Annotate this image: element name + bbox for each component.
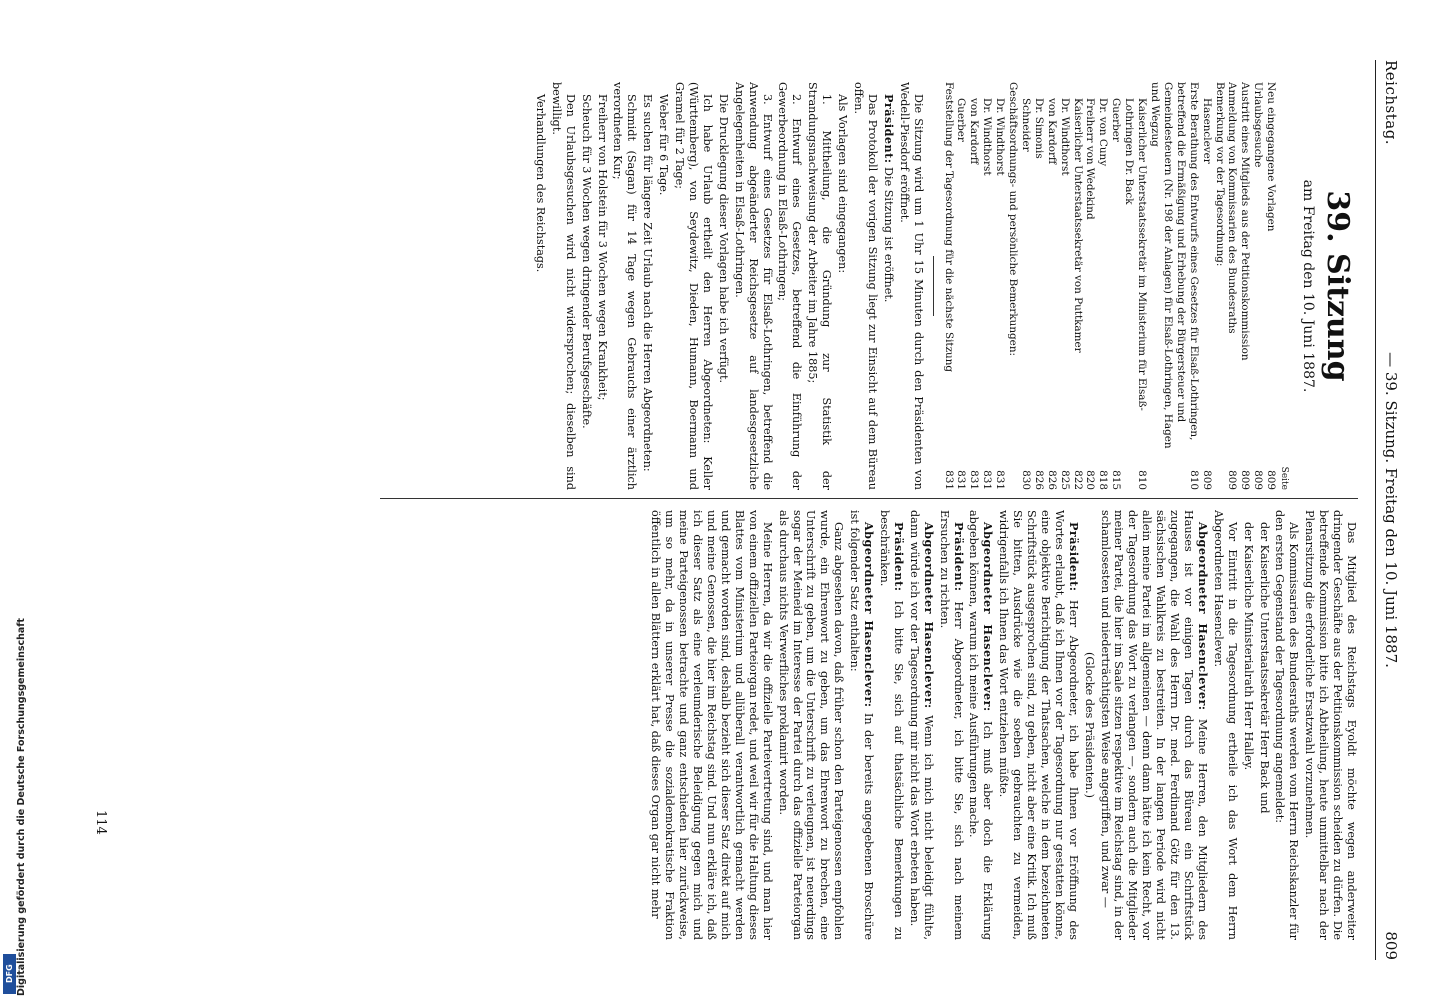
- toc-entry-page: 831: [981, 470, 994, 490]
- toc-entry-page: 820: [1084, 470, 1097, 490]
- paragraph-text: Verhandlungen des Reichstags.: [533, 94, 547, 273]
- toc-entry-page: 815: [1110, 470, 1123, 490]
- toc-row: [1084, 82, 1097, 490]
- toc-entry-page: 818: [1097, 470, 1110, 490]
- paragraph-text: Als Vorlagen sind eingegangen:: [836, 94, 850, 274]
- toc-row: [1032, 82, 1045, 490]
- body-paragraph: [937, 510, 965, 940]
- paragraph-text: In der bereits angegebenen Broschüre ist folgender Satz enthalten:: [848, 510, 876, 941]
- paragraph-text: Den Urlaubsgesuchen wird nicht widersprochen; dieselben sind bewilligt.: [549, 82, 577, 490]
- paragraph-text: (Glocke des Präsidenten.): [1082, 651, 1096, 798]
- toc-row: [942, 82, 955, 490]
- body-paragraph: [611, 82, 639, 490]
- toc-row: [955, 82, 968, 490]
- toc-entry-page: 831: [968, 470, 981, 490]
- speaker-label: Präsident:: [1066, 522, 1081, 592]
- toc-seite-label: Seite: [1279, 466, 1290, 490]
- speaker-label: Abgeordneter Hasenclever:: [921, 522, 936, 709]
- right-column: [647, 510, 1358, 940]
- body-paragraph: [549, 82, 577, 490]
- paragraph-text: Schmidt (Sagan) für 14 Tage wegen Gebrauchs einer ärztlich verordneten Kur;: [611, 82, 639, 490]
- body-paragraph: [805, 82, 833, 490]
- body-paragraph: [1257, 510, 1271, 940]
- toc-entry-page: 831: [942, 470, 955, 490]
- toc-row: [1071, 82, 1084, 490]
- paragraph-text: Das Mitglied des Reichstags Eyoldt möchte wegen anderweiter dringender Geschäfte aus der Petitionskommission scheiden zu dürfen. Die betreffende Kommission bitte ich Abtheilung, heute unmittelbar nach der Plenarsitzung die erforderliche Ersatzwahl vorzunehmen.: [1303, 510, 1358, 940]
- toc-row: [967, 82, 980, 490]
- speaker-label: Abgeordneter Hasenclever:: [981, 522, 996, 712]
- paragraph-text: Ich muß aber doch die Erklärung abgeben können, warum ich meine Ausführungen mache.: [967, 510, 995, 941]
- table-of-contents: [942, 82, 1290, 490]
- body-paragraph: [835, 82, 849, 490]
- toc-entry-text: Guerber: [955, 98, 968, 142]
- toc-entry-text: Dr. Windthorst: [1058, 98, 1071, 176]
- toc-entry-page: 830: [1019, 470, 1032, 490]
- session-date: am Freitag den 10. Juni 1887.: [1300, 179, 1316, 393]
- paragraph-text: Ich habe Urlaub ertheilt den Herren Abgeordneten: Keller (Württemberg), von Seydewitz, Dieden, Humann, Boermann und Gramel für 2 Tage;: [673, 82, 714, 490]
- body-paragraph: [967, 510, 995, 940]
- running-header: [1375, 60, 1402, 960]
- toc-row: [1058, 82, 1071, 490]
- body-paragraph: [533, 82, 547, 490]
- toc-entry-text: Kaiserlicher Unterstaatssekretär im Ministerium für Elsaß-Lothringen Dr. Back: [1123, 98, 1149, 411]
- toc-row: [1238, 82, 1251, 490]
- toc-entry-page: 822: [1071, 470, 1084, 490]
- toc-entry-text: Erste Berathung des Entwurfs eines Gesetzes für Elsaß-Lothringen, betreffend die Ermäßigung und Erhebung der Bürgersteuer und Gemeindesteuern (Nr. 198 der Anlagen) für Elsaß-Lothringen, Hagen und Wegzug: [1149, 82, 1200, 449]
- toc-entry-page: 826: [1032, 470, 1045, 490]
- body-paragraph: [595, 82, 609, 490]
- toc-entry-page: 831: [955, 470, 968, 490]
- toc-entry-page: 825: [1058, 470, 1071, 490]
- paragraph-text: Vor Eintritt in die Tagesordnung ertheile ich das Wort dem Herrn Abgeordneten Hasenclever.: [1211, 510, 1239, 940]
- paragraph-text: Herr Abgeordneter, ich habe Ihnen vor Eröffnung des Wortes erlaubt, daß ich Ihnen vor der Tagesordnung nur gestatten könne, eine objektive Berichtigung der Thatsachen, welche in dem bezeichneten Schriftstück ausgesprochen sind, zu geben, nicht aber eine Kritik. Ich muß Sie bitten, Ausdrücke wie die soeben gebrauchten zu vermeiden, widrigenfalls ich Ihnen das Wort entziehen müßte.: [997, 510, 1080, 940]
- paragraph-text: Meine Herren, den Mitgliedern des Hauses ist vor einigen Tagen durch das Büreau ein Schriftstück zugegangen, die Wahl des Herrn Dr. med. Ferdinand Götz für den 13. sächsischen Wahlkreis zu bestreiten. In der langen Periode wird nicht allein meine Partei im allgemeinen — denn dann hätte ich kein Recht, vor der Tagesordnung das Wort zu verlangen —, sondern auch die Mitglieder meiner Partei, die hier im Saale sitzen respektive im Reichstag sind, in der schamlosesten und niederträchtigsten Weise angegriffen, und zwar —: [1098, 510, 1209, 940]
- session-title: 39. Sitzung: [1320, 190, 1355, 382]
- toc-row: [1200, 82, 1213, 490]
- speaker-label: Präsident:: [951, 522, 966, 592]
- toc-entry-page: 826: [1045, 470, 1058, 490]
- toc-entry-page: 831: [994, 470, 1007, 490]
- toc-entry-page: 810: [1187, 470, 1200, 490]
- toc-row: [1109, 82, 1122, 490]
- body-paragraph: [1211, 510, 1239, 940]
- speaker-label: Präsident:: [891, 522, 906, 592]
- body-paragraph: [732, 82, 774, 490]
- body-paragraph: [656, 82, 670, 490]
- paragraph-text: Herr Abgeordneter, ich bitte Sie, sich nach meinem Ersuchen zu richten.: [937, 510, 965, 940]
- header-page-number: 809: [1382, 931, 1400, 960]
- speaker-label: Abgeordneter Hasenclever:: [1195, 522, 1210, 711]
- toc-entry-text: Dr. Windthorst: [994, 98, 1007, 176]
- toc-entry-text: Geschäftsordnungs- und persönliche Bemerkungen:: [1007, 82, 1020, 357]
- toc-entry-text: Anmeldung von Kommissarien des Bundesraths: [1226, 82, 1239, 334]
- body-paragraph: [716, 82, 730, 490]
- paragraph-text: Die Sitzung ist eröffnet.: [881, 167, 895, 303]
- body-paragraph: [1241, 510, 1255, 940]
- toc-row: [1226, 82, 1239, 490]
- toc-row: [1019, 82, 1032, 490]
- toc-entry-text: Freiherr von Wedekind: [1084, 98, 1097, 220]
- toc-entry-page: 809: [1239, 470, 1252, 490]
- paragraph-text: 1. Mittheilung, die Gründung zur Statistik der Strandungsnachweisung der Arbeiter im Jahre 1885;: [806, 82, 834, 490]
- paragraph-text: Scheuch für 3 Wochen wegen dringender Berufsgeschäfte.: [579, 94, 593, 429]
- toc-entry-text: Urlaubsgesuche: [1252, 82, 1265, 168]
- paragraph-text: Wenn ich mich nicht beleidigt fühlte, dann würde ich vor der Tagesordnung mir nicht das Wort erbeten haben.: [907, 510, 935, 941]
- toc-row: [1097, 82, 1110, 490]
- body-paragraph: [897, 82, 925, 490]
- paragraph-text: Weber für 6 Tage.: [657, 94, 671, 196]
- toc-row: [1213, 82, 1226, 490]
- toc-entry-page: 809: [1200, 470, 1213, 490]
- paragraph-text: Freiherr von Holstein für 3 Wochen wegen Krankheit;: [595, 94, 609, 401]
- dfg-logo: DFG: [3, 954, 16, 994]
- body-paragraph: [996, 510, 1079, 940]
- toc-entry-text: Feststellung der Tagesordnung für die nächste Sitzung: [942, 82, 955, 373]
- header-center: — 39. Sitzung. Freitag den 10. Juni 1887.: [1382, 352, 1400, 668]
- body-paragraph: [1273, 510, 1301, 940]
- body-paragraph: [877, 510, 905, 940]
- toc-entry-page: 809: [1252, 470, 1265, 490]
- toc-entry-text: Guerber: [1110, 98, 1123, 142]
- paragraph-text: 3. Entwurf eines Gesetzes für Elsaß-Lothringen, betreffend die Anwendung abgeänderter Reichsgesetze auf landesgesetzliche Angelegenheiten in Elsaß-Lothringen.: [732, 82, 774, 490]
- body-paragraph: [881, 82, 895, 490]
- paragraph-text: Das Protokoll der vorigen Sitzung liegt zur Einsicht auf dem Büreau offen.: [852, 82, 879, 490]
- body-paragraph: [907, 510, 935, 940]
- column-divider: [380, 498, 1358, 499]
- toc-entry-text: Dr. von Cuny: [1097, 98, 1110, 167]
- paragraph-text: Die Sitzung wird um 1 Uhr 15 Minuten durch den Präsidenten von Wedell-Piesdorf eröffnet.: [897, 82, 925, 490]
- header-left: Reichstag.: [1382, 60, 1400, 146]
- toc-row: [1251, 82, 1264, 490]
- toc-row: [1006, 82, 1019, 490]
- notice-text: Digitalisierung gefördert durch die Deutsche Forschungsgemeinschaft: [16, 618, 27, 996]
- paragraph-text: der Kaiserliche Ministerialrath Herr Halley.: [1241, 522, 1255, 771]
- paragraph-text: der Kaiserliche Unterstaatssekretär Herr Back und: [1257, 522, 1271, 814]
- paragraph-text: Ganz abgesehen davon, daß früher schon den Parteigenossen empfohlen wurde, ein Ehrenwort zu geben, um das Ehrenwort zu brechen, eine Unterschrift zu geben, um die Unterschrift zu verleugnen, ist neuerdings sogar der Meineid im Interesse der Partei durch das offizielle Parteiorgan als durchaus nichts Verwerfliches proklamirt worden.: [776, 510, 846, 940]
- toc-entry-text: von Kardorff: [968, 98, 981, 165]
- toc-entry-text: Dr. Simonis: [1032, 98, 1045, 159]
- body-paragraph: [1098, 510, 1209, 940]
- body-paragraph: [847, 510, 875, 940]
- body-paragraph: [640, 82, 654, 490]
- body-paragraph: [1082, 510, 1096, 940]
- toc-entry-text: Austritt eines Mitglieds aus der Petitionskommission: [1239, 82, 1252, 361]
- paragraph-text: Es suchen für längere Zeit Urlaub nach die Herren Abgeordneten:: [641, 94, 655, 472]
- toc-entry-page: 810: [1136, 470, 1149, 490]
- toc-entry-page: [1213, 462, 1226, 490]
- toc-row: [1148, 82, 1200, 490]
- speaker-label: Abgeordneter Hasenclever:: [862, 522, 877, 708]
- paragraph-text: Meine Herren, da wir die offizielle Parteivertretung sind, und man hier von einem offiziellen Parteiorgan redet, und weil wir für die Haltung dieses Blattes vom Ministerium und allüberall verantwortlich gemacht werden und gemacht worden sind, deshalb bezieht sich dieser Satz direkt auf mich und meine Genossen, die hier im Reichstag sind. Und nun erkläre ich, daß ich dieser Satz als eine verleumderische Beleidigung gegen mich und meine Parteigenossen betrachte und ganz entschieden hier zurückweise, um so mehr, da in unserer Presse die sozialdemokratische Fraktion öffentlich in allen Blättern erklärt hat, daß dieses Organ gar nicht mehr: [649, 510, 774, 940]
- paragraph-text: Ich bitte Sie, sich auf thatsächliche Bemerkungen zu beschränken.: [878, 510, 905, 940]
- toc-row: [1045, 82, 1058, 490]
- body-paragraph: [776, 82, 804, 490]
- toc-entry-text: Hasenclever: [1200, 98, 1213, 164]
- toc-row: [993, 82, 1006, 490]
- toc-entry-page: 809: [1226, 470, 1239, 490]
- body-paragraph: [851, 82, 879, 490]
- paragraph-text: Die Drucklegung dieser Vorlagen habe ich verfügt.: [716, 94, 730, 384]
- toc-entry-text: Schneider: [1019, 98, 1032, 152]
- toc-entry-text: Kaiserlicher Unterstaatssekretär von Puttkamer: [1071, 98, 1084, 353]
- section-divider: [933, 256, 934, 316]
- toc-entry-text: von Kardorff: [1045, 98, 1058, 165]
- toc-entry-text: Bemerkung vor der Tagesordnung:: [1213, 82, 1226, 267]
- body-paragraph: [649, 510, 774, 940]
- body-paragraph: [579, 82, 593, 490]
- toc-entry-page: [1006, 462, 1019, 490]
- toc-entry-text: Neu eingegangene Vorlagen: [1265, 82, 1278, 232]
- body-paragraph: [672, 82, 714, 490]
- left-body-text: [533, 82, 925, 490]
- toc-row: [1122, 82, 1148, 490]
- paragraph-text: Als Kommissarien des Bundesraths werden vom Herrn Reichskanzler für den ersten Gegenstand der Tagesordnung angemeldet:: [1273, 510, 1301, 940]
- toc-entry-text: Dr. Windthorst: [981, 98, 994, 176]
- speaker-label: Präsident:: [881, 94, 896, 164]
- digitization-notice: [2, 0, 27, 1000]
- footer-page-number: 114: [93, 810, 108, 835]
- toc-row: [980, 82, 993, 490]
- body-paragraph: [1302, 510, 1358, 940]
- paragraph-text: 2. Entwurf eines Gesetzes, betreffend die Einführung der Gewerbeordnung in Elsaß-Lothringen;: [776, 82, 804, 490]
- left-column: [531, 82, 1358, 490]
- body-paragraph: [776, 510, 846, 940]
- toc-row: [1264, 82, 1277, 490]
- toc-entry-page: 809: [1265, 470, 1278, 490]
